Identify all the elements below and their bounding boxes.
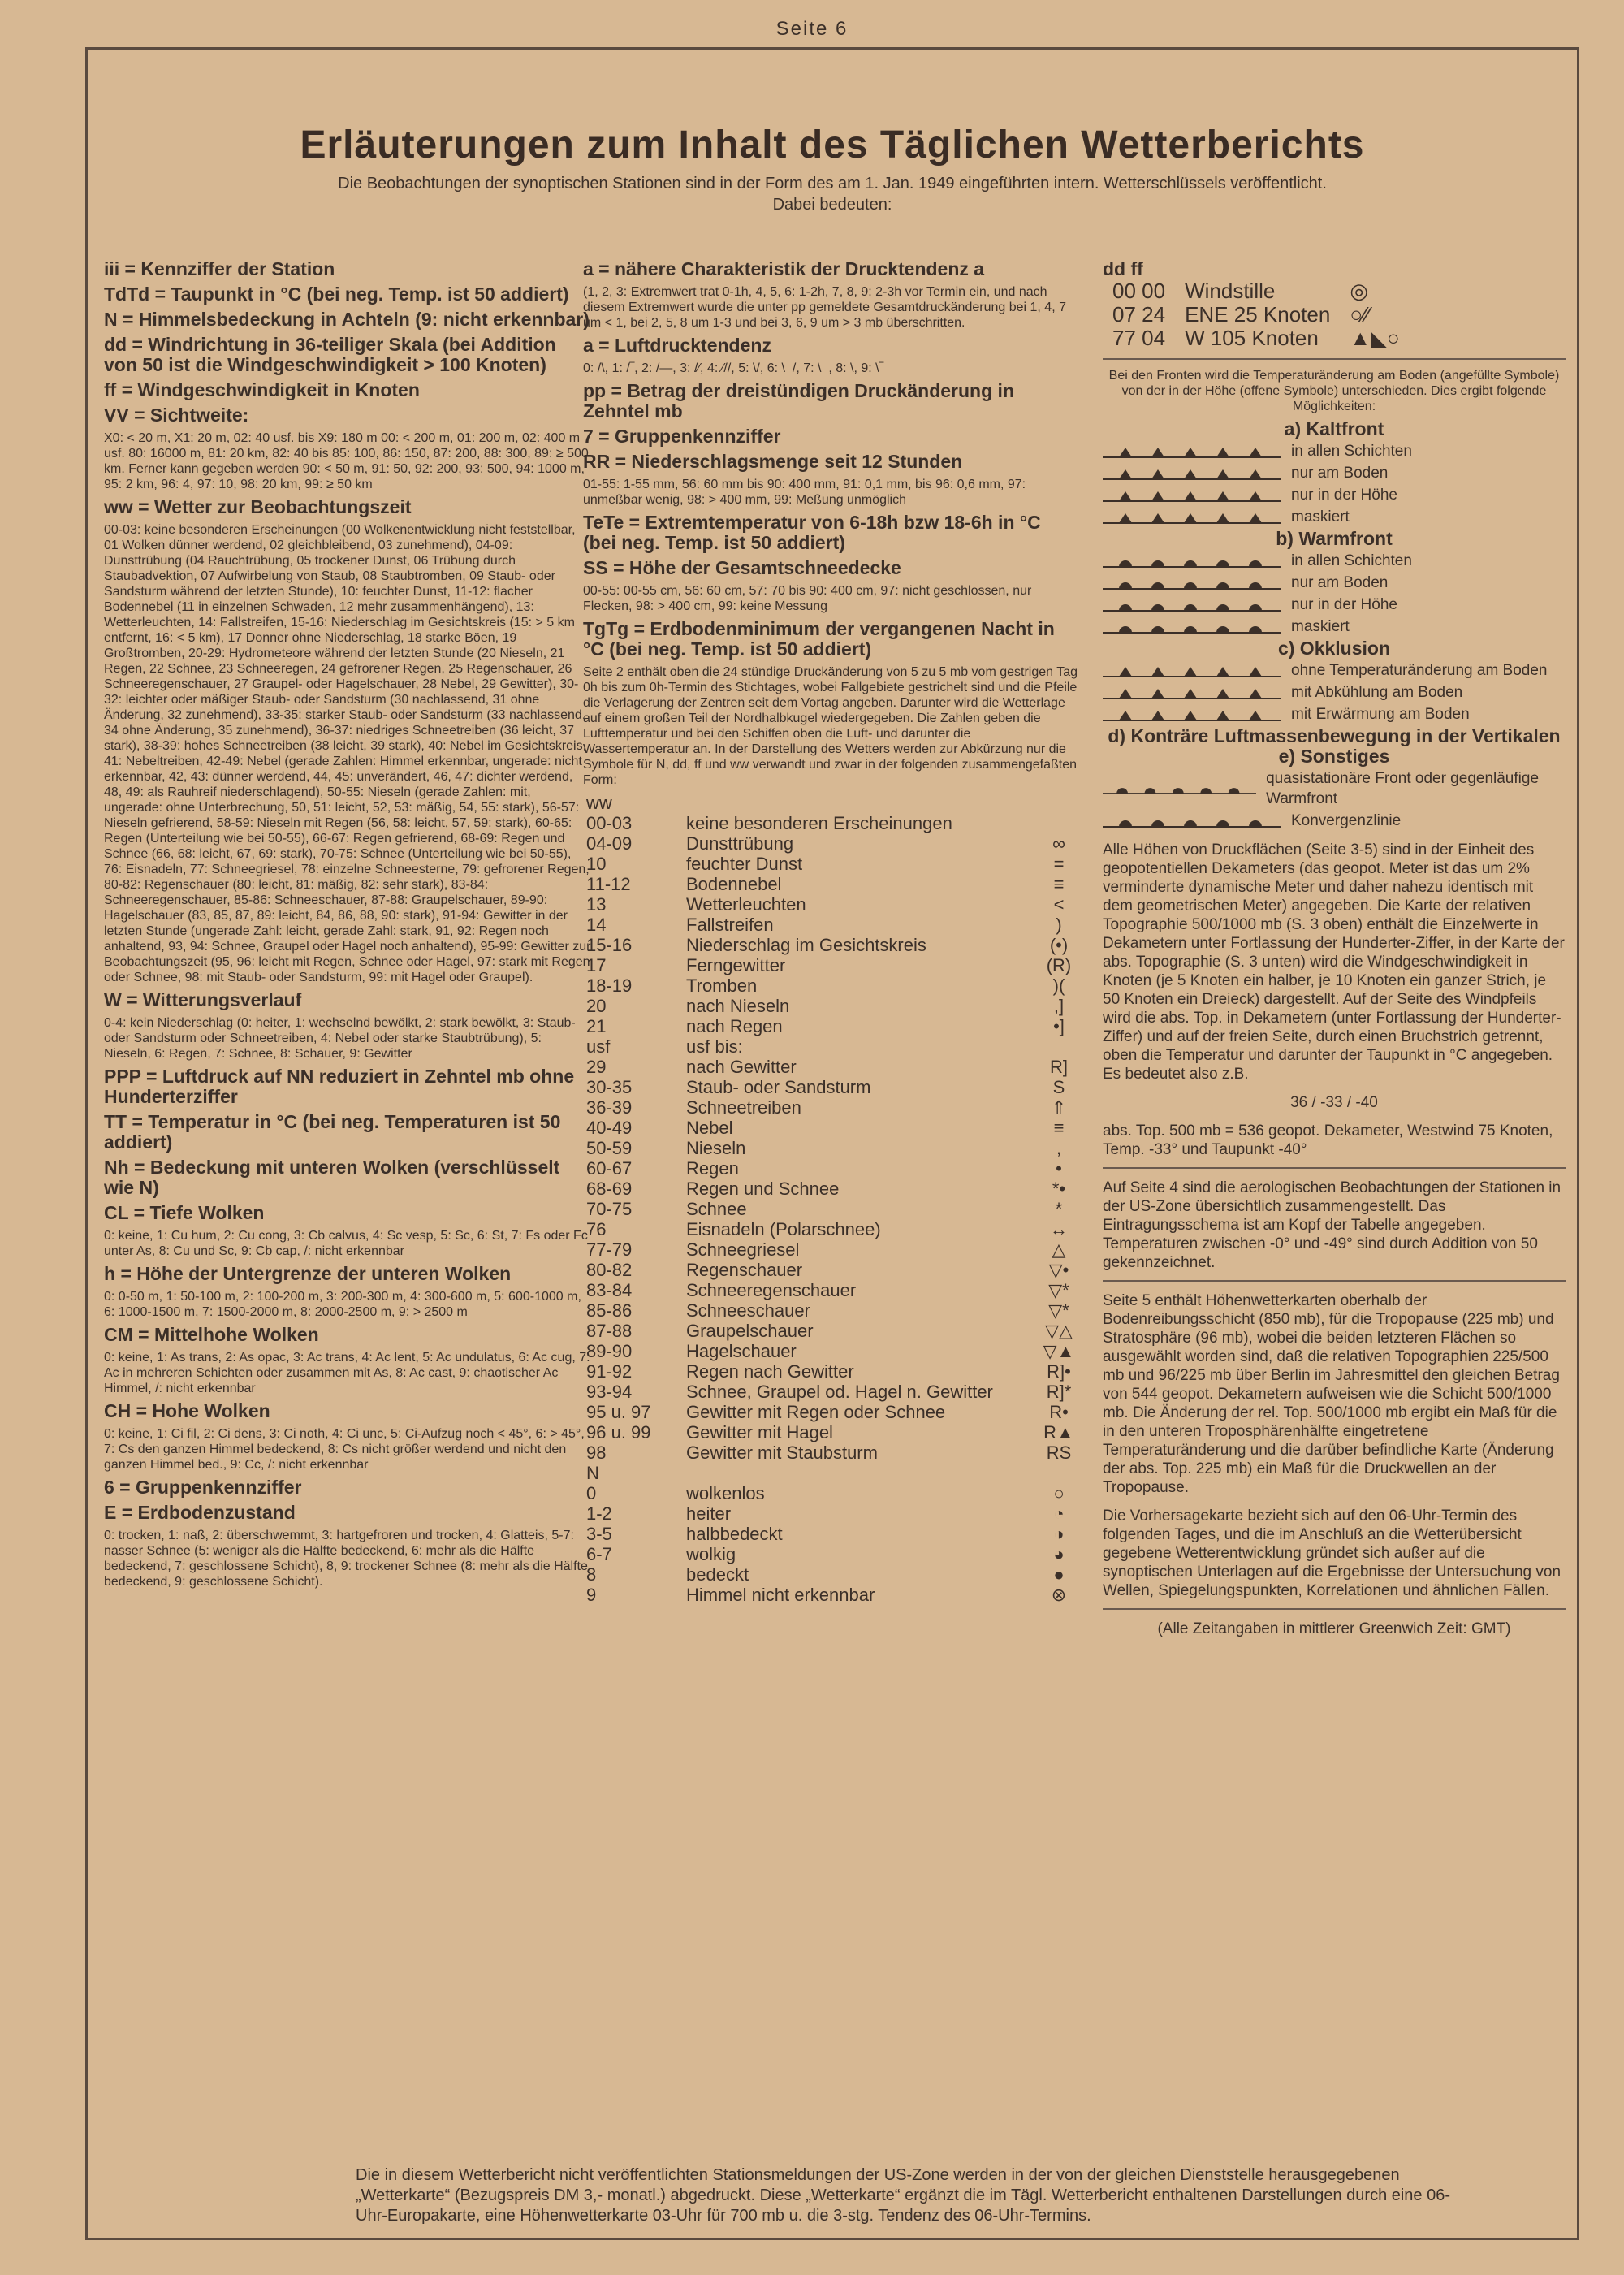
- fronts-intro: Bei den Fronten wird die Temperaturänderung am Boden (angefüllte Symbole) von der in der Höhe (offene Symbole) unterschieden. Dies ergibt folgende Möglichkeiten:: [1108, 369, 1560, 413]
- front-legend-row: in allen Schichten: [1103, 441, 1566, 461]
- dd-entry: dd = Windrichtung in 36-teiliger Skala (bei Addition von 50 ist die Windgeschwindigkeit > 100 Knoten): [104, 334, 556, 375]
- seven-entry: 7 = Gruppenkennziffer: [583, 426, 781, 447]
- example-text: abs. Top. 500 mb = 536 geopot. Dekameter, Westwind 75 Knoten, Temp. -33° und Taupunkt -40°: [1103, 1122, 1553, 1158]
- warm-front-icon: [1103, 812, 1281, 830]
- cl-detail: 0: keine, 1: Cu hum, 2: Cu cong, 3: Cb calvus, 4: Sc vesp, 5: Sc, 6: St, 7: Fs oder Fc unter As, 8: Cu und Sc, 9: Cb cap, /: nicht erkennbar: [104, 1229, 588, 1258]
- cold-front-icon: [1103, 662, 1281, 680]
- ww-row: 17 Ferngewitter (R): [586, 955, 1072, 975]
- ww-row: 14 Fallstreifen ): [586, 915, 1062, 935]
- subtitle-line-2: Dabei bedeuten:: [772, 196, 892, 214]
- dd-ff-head: dd ff: [1103, 258, 1143, 279]
- tgtg-entry: TgTg = Erdbodenminimum der vergangenen Nacht in °C (bei neg. Temp. ist 50 addiert): [583, 618, 1055, 660]
- ww-row: 95 u. 97 Gewitter mit Regen oder Schnee R•: [586, 1402, 1069, 1422]
- vv-detail: X0: < 20 m, X1: 20 m, 02: 40 usf. bis X9: 180 m 00: < 200 m, 01: 200 m, 02: 400 m usf. 80: 16000 m, 81: 20 km, 82: 40 bis 85: 100, 86: 150, 87: 200, 88: 300, 89: ≥ 500 km. Ferner kann gegeben werden 90: < 50 m, 91: 50, 92: 200, 93: 500, 94: 1000 m, 95: 2 km, 96: 4, 97: 10, 98: 20 km, 99: ≥ 50 km: [104, 431, 589, 491]
- column-left: [104, 259, 591, 1594]
- ww-row: 40-49 Nebel ≡: [586, 1118, 1065, 1138]
- ww-row: 83-84 Schneeregenschauer ▽*: [586, 1280, 1069, 1300]
- ch-entry: CH = Hohe Wolken: [104, 1400, 270, 1421]
- front-legend-row: nur in der Höhe: [1103, 485, 1566, 505]
- n-row: 1-2 heiter ◔: [586, 1503, 1065, 1524]
- ww-row: 85-86 Schneeschauer ▽*: [586, 1300, 1069, 1321]
- ww-entry: ww = Wetter zur Beobachtungszeit: [104, 496, 412, 517]
- tete-entry: TeTe = Extremtemperatur von 6-18h bzw 18-6h in °C (bei neg. Temp. ist 50 addiert): [583, 512, 1041, 553]
- okklusion-head: c) Okklusion: [1277, 638, 1391, 659]
- warm-front-icon: [1103, 780, 1256, 798]
- ww-row: 18-19 Tromben )(: [586, 975, 1065, 996]
- warm-front-icon: [1103, 574, 1281, 592]
- footer-note: Die in diesem Wetterbericht nicht veröffentlichten Stationsmeldungen der US-Zone werden in der von der gleichen Dienststelle herausgegebenen „Wetterkarte“ (Bezugspreis DM 3,- monatl.) abgedruckt. Diese „Wetterkarte“ ergänzt die im Tägl. Wetterbericht enthaltenen Darstellungen durch eine 06-Uhr-Europakarte, eine Höhenwetterkarte 03-Uhr für 700 mb u. die 3-stg. Tendenz des 06-Uhr-Termins.: [356, 2166, 1451, 2225]
- ww-header-row: ww: [586, 793, 612, 813]
- ss-entry: SS = Höhe der Gesamtschneedecke: [583, 557, 901, 578]
- n-row: 6-7 wolkig ◕: [586, 1544, 1065, 1564]
- ww-row: 29 nach Gewitter R]: [586, 1057, 1068, 1077]
- nh-entry: Nh = Bedeckung mit unteren Wolken (verschlüsselt wie N): [104, 1157, 560, 1198]
- example-formula: 36 / -33 / -40: [1290, 1094, 1378, 1111]
- front-legend-row: mit Abkühlung am Boden: [1103, 682, 1566, 703]
- iii-entry: iii = Kennziffer der Station: [104, 258, 335, 279]
- cold-front-icon: [1103, 487, 1281, 504]
- seite5-note: Seite 5 enthält Höhenwetterkarten oberhalb der Bodenreibungsschicht (850 mb), für die Tropopause (225 mb) und Stratosphäre (96 mb), wobei die beiden letzteren Flächen so ausgewählt worden sind, daß die relativen Topographien 225/500 mb und 96/225 mb über Berlin im Jahresmittel den gleichen Betrag von 544 geopot. Dekametern aufweisen wie die Schicht 500/1000 mb. Die Änderung der rel. Top. 500/1000 mb ergibt ein Maß für die in den unteren Troposphärenhälfte eingetretene Temperaturänderung und die darüber befindliche Karte (Änderung der abs. Top. 225 mb) ein Maß für die Druckwellen an der Tropopause.: [1103, 1292, 1560, 1496]
- cm-detail: 0: keine, 1: As trans, 2: As opac, 3: Ac trans, 4: Ac lent, 5: Ac undulatus, 6: Ac cug, 7: Ac in mehreren Schichten oder zusammen mit As, 8: Ac cast, 9: chaotischer Ac Himmel, /: nicht erkennbar: [104, 1351, 590, 1395]
- a-detail: (1, 2, 3: Extremwert trat 0-1h, 4, 5, 6: 1-2h, 7, 8, 9: 2-3h vor Termin ein, und nach diesem Extremwert wurde die unter pp gemeldete Gesamtdruckänderung bei 1, 4, 7 um < 1, bei 2, 5, 8 um 1-3 und bei 3, 6, 9 um > 3 mb überschritten.: [583, 285, 1066, 330]
- e-entry: E = Erdbodenzustand: [104, 1502, 296, 1523]
- n-row: 0 wolkenlos ○: [586, 1483, 1065, 1503]
- warm-front-icon: [1103, 596, 1281, 614]
- e-detail: 0: trocken, 1: naß, 2: überschwemmt, 3: hartgefroren und trocken, 4: Glatteis, 5-7: nasser Schnee (5: weniger als die Hälfte bedeckend, 6: mehr als die Hälfte bedeckend, 7: geschlossene Schicht), 8, 9: trockener Schnee (8: mehr als die Hälfte bedeckend, 9: geschlossene Schicht).: [104, 1529, 588, 1589]
- a-head: a = Luftdrucktendenz: [583, 335, 771, 356]
- ww-row: 60-67 Regen •: [586, 1158, 1062, 1179]
- cl-entry: CL = Tiefe Wolken: [104, 1202, 265, 1223]
- wind-table: [1103, 279, 1410, 350]
- n-row: 8 bedeckt ●: [586, 1564, 1065, 1585]
- front-legend-row: nur am Boden: [1103, 463, 1566, 483]
- usf-row: usf usf bis:: [586, 1036, 743, 1057]
- cold-front-icon: [1103, 706, 1281, 724]
- ww-row: 04-09 Dunsttrübung ∞: [586, 833, 1065, 854]
- rr-detail: 01-55: 1-55 mm, 56: 60 mm bis 90: 400 mm, 91: 0,1 mm, bis 96: 0,6 mm, 97: unmeßbar wenig, 98: > 400 mm, 99: Meßung unmöglich: [583, 478, 1026, 507]
- a-symbols: 0: /\, 1: /‾, 2: /—, 3: /⁄, 4: ⁄//, 5: \/, 6: \_/, 7: \_, 8: \, 9: \‾: [583, 361, 883, 375]
- column-right: [1103, 259, 1566, 1638]
- ww-row: 11-12 Bodennebel ≡: [586, 874, 1065, 894]
- document-frame: [85, 47, 1579, 2240]
- h-detail: 0: 0-50 m, 1: 50-100 m, 2: 100-200 m, 3: 200-300 m, 4: 300-600 m, 5: 600-1000 m, 6: 1000-1500 m, 7: 1500-2000 m, 8: 2000-2500 m, 9: > 2500 m: [104, 1290, 581, 1319]
- pp-entry: pp = Betrag der dreistündigen Druckänderung in Zehntel mb: [583, 380, 1014, 422]
- ww-row: 21 nach Regen •]: [586, 1016, 1065, 1036]
- six-entry: 6 = Gruppenkennziffer: [104, 1477, 302, 1498]
- front-legend-row: nur am Boden: [1103, 573, 1566, 593]
- a-entry: a = nähere Charakteristik der Drucktendenz a: [583, 258, 985, 279]
- dd-row: 77 04 W 105 Knoten ▲◣○: [1112, 326, 1400, 350]
- seite2-note: Seite 2 enthält oben die 24 stündige Druckänderung von 5 zu 5 mb vom gestrigen Tag 0h bis zum 0h-Termin des Stichtages, wobei Fallgebiete gestrichelt sind und die Pfeile die Verlagerung der Zentren seit dem Vortag angeben. Darunter wird die Wetterlage auf einem großen Teil der Nordhalbkugel wiedergegeben. Die Zahlen geben die Lufttemperatur und bei den Schiffen oben die Luft- und darunter die Wassertemperatur an. In der Darstellung des Wetters werden zur Abkürzung nur die Symbole für N, dd, ff und ww verwandt und zwar in der folgenden zusammengefaßten Form:: [583, 665, 1078, 787]
- ppp-entry: PPP = Luftdruck auf NN reduziert in Zehntel mb ohne Hunderterziffer: [104, 1066, 575, 1107]
- n-entry: N = Himmelsbedeckung in Achteln (9: nicht erkennbar): [104, 309, 590, 330]
- dd-row: 07 24 ENE 25 Knoten ○⁄⁄: [1112, 302, 1370, 327]
- tdtd-entry: TdTd = Taupunkt in °C (bei neg. Temp. ist 50 addiert): [104, 283, 569, 305]
- ww-row: 76 Eisnadeln (Polarschnee) ↔: [586, 1219, 1068, 1239]
- ww-row: 10 feuchter Dunst =: [586, 854, 1065, 874]
- ww-row: 00-03 keine besonderen Erscheinungen: [586, 813, 952, 833]
- front-legend-row: ohne Temperaturänderung am Boden: [1103, 660, 1566, 681]
- subtitle: [88, 173, 1577, 215]
- warmfront-head: b) Warmfront: [1276, 528, 1393, 549]
- ch-detail: 0: keine, 1: Ci fil, 2: Ci dens, 3: Ci noth, 4: Ci unc, 5: Ci-Aufzug noch < 45°, 6: > 45°, 7: Cs den ganzen Himmel bedeckend, 8: Cs nicht größer werdend und nicht den ganzen Himmel bed., 9: Cc, /: nicht erkennbar: [104, 1427, 585, 1472]
- w-detail: 0-4: kein Niederschlag (0: heiter, 1: wechselnd bewölkt, 2: stark bewölkt, 3: Staub- oder Sandsturm oder Schneetreiben, 4: Nebel oder starke Staubtrübung), 5: Nieseln, 6: Regen, 7: Schnee, 8: Schauer, 9: Gewitter: [104, 1016, 576, 1061]
- ww-row: 91-92 Regen nach Gewitter R]•: [586, 1361, 1071, 1382]
- ww-row: 50-59 Nieseln ,: [586, 1138, 1062, 1158]
- ww-row: 77-79 Schneegriesel △: [586, 1239, 1066, 1260]
- hoehen-note: Alle Höhen von Druckflächen (Seite 3-5) sind in der Einheit des geopotentiellen Dekameters (das geopot. Meter ist das um 2% verminderte dynamische Meter und daher nahezu identisch mit dem geometrischen Meter) angegeben. Die Karte der relativen Topographie 500/1000 mb (S. 3 oben) enthält die Einzelwerte in Dekametern unter Fortlassung der Hunderter-Ziffer, in der Karte der abs. Topographie (S. 3 unten) wird die Windgeschwindigkeit in Knoten (je 5 Knoten ein halber, je 10 Knoten ein ganzer Strich, je 50 Knoten ein Dreieck) dargestellt. Auf der Seite des Windpfeils wird die abs. Top. in Dekametern (unter Fortlassung der Hunderter-Ziffer) und auf der freien Seite, durch einen Bruchstrich getrennt, oben die Temperatur und darunter der Taupunkt in °C angegeben. Es bedeutet also z.B.: [1103, 841, 1565, 1083]
- tt-entry: TT = Temperatur in °C (bei neg. Temperaturen ist 50 addiert): [104, 1111, 561, 1153]
- warm-front-icon: [1103, 618, 1281, 636]
- ww-row: 89-90 Hagelschauer ▽▲: [586, 1341, 1075, 1361]
- warm-front-icon: [1103, 552, 1281, 570]
- dd-row: 00 00 Windstille ◎: [1112, 279, 1368, 303]
- ww-row: 13 Wetterleuchten <: [586, 894, 1065, 915]
- zeit-note: (Alle Zeitangaben in mittlerer Greenwich Zeit: GMT): [1157, 1620, 1511, 1637]
- ww-row: 30-35 Staub- oder Sandsturm S: [586, 1077, 1065, 1097]
- front-legend-row: quasistationäre Front oder gegenläufige Warmfront: [1103, 768, 1566, 809]
- front-legend-row: in allen Schichten: [1103, 551, 1566, 571]
- n-row: 9 Himmel nicht erkennbar ⊗: [586, 1585, 1067, 1605]
- subtitle-line-1: Die Beobachtungen der synoptischen Stationen sind in der Form des am 1. Jan. 1949 eingeführten intern. Wetterschlüssels veröffentlicht.: [338, 175, 1327, 192]
- cold-front-icon: [1103, 465, 1281, 482]
- kontraer-head: d) Konträre Luftmassenbewegung in der Vertikalen: [1108, 725, 1561, 746]
- column-middle: [583, 259, 1078, 1605]
- ss-detail: 00-55: 00-55 cm, 56: 60 cm, 57: 70 bis 90: 400 cm, 97: nicht geschlossen, nur Flecken, 98: > 400 cm, 99: keine Messung: [583, 584, 1032, 613]
- okklusion-list: [1103, 660, 1566, 724]
- ww-row: 20 nach Nieseln ,]: [586, 996, 1065, 1016]
- n-row: 3-5 halbbedeckt ◑: [586, 1524, 1065, 1544]
- sonstiges-list: [1103, 768, 1566, 831]
- ww-row: 70-75 Schnee *: [586, 1199, 1063, 1219]
- seite4-note: Auf Seite 4 sind die aerologischen Beobachtungen der Stationen in der US-Zone übersichtlich zusammengestellt. Das Eintragungsschema ist am Kopf der Tabelle angegeben. Temperaturen zwischen -0° und -49° sind durch Addition von 50 gekennzeichnet.: [1103, 1179, 1561, 1271]
- vv-entry: VV = Sichtweite:: [104, 404, 249, 426]
- w-entry: W = Witterungsverlauf: [104, 989, 302, 1010]
- ww-row: 80-82 Regenschauer ▽•: [586, 1260, 1069, 1280]
- sonstiges-head: e) Sonstiges: [1278, 746, 1390, 767]
- ww-symbol-table: [583, 793, 1078, 1605]
- page-number: Seite 6: [775, 18, 849, 40]
- h-entry: h = Höhe der Untergrenze der unteren Wolken: [104, 1263, 512, 1284]
- kaltfront-list: [1103, 441, 1566, 527]
- front-legend-row: nur in der Höhe: [1103, 595, 1566, 615]
- front-legend-row: maskiert: [1103, 507, 1566, 527]
- cold-front-icon: [1103, 508, 1281, 526]
- n-header-row: N: [586, 1463, 599, 1483]
- vorhersage-note: Die Vorhersagekarte bezieht sich auf den 06-Uhr-Termin des folgenden Tages, und die im Anschluß an die Wetterübersicht gegebene Wetterentwicklung gründet sich außer auf die synoptischen Unterlagen auf die Ergebnisse der Untersuchung von Wellen, Spiegelungspunkten, Korrelationen und ähnlichen Fällen.: [1103, 1507, 1561, 1599]
- warmfront-list: [1103, 551, 1566, 637]
- ww-row: 87-88 Graupelschauer ▽△: [586, 1321, 1073, 1341]
- ww-row: 93-94 Schnee, Graupel od. Hagel n. Gewitter R]*: [586, 1382, 1072, 1402]
- ww-row: 36-39 Schneetreiben ⇑: [586, 1097, 1067, 1118]
- cm-entry: CM = Mittelhohe Wolken: [104, 1324, 319, 1345]
- ww-row: 15-16 Niederschlag im Gesichtskreis (•): [586, 935, 1069, 955]
- rr-entry: RR = Niederschlagsmenge seit 12 Stunden: [583, 451, 963, 472]
- page-title: Erläuterungen zum Inhalt des Täglichen Wetterberichts: [300, 123, 1365, 167]
- ww-row: 68-69 Regen und Schnee *•: [586, 1179, 1066, 1199]
- ww-row: 98 Gewitter mit Staubsturm RS: [586, 1442, 1072, 1463]
- front-legend-row: maskiert: [1103, 616, 1566, 637]
- ww-row: 96 u. 99 Gewitter mit Hagel R▲: [586, 1422, 1074, 1442]
- cold-front-icon: [1103, 443, 1281, 461]
- cold-front-icon: [1103, 684, 1281, 702]
- front-legend-row: mit Erwärmung am Boden: [1103, 704, 1566, 724]
- kaltfront-head: a) Kaltfront: [1284, 418, 1384, 439]
- front-legend-row: Konvergenzlinie: [1103, 811, 1566, 831]
- ff-entry: ff = Windgeschwindigkeit in Knoten: [104, 379, 420, 400]
- ww-detail: 00-03: keine besonderen Erscheinungen (00 Wolkenentwicklung nicht feststellbar, 01 Wolken dünner werdend, 02 gleichbleibend, 03 zunehmend), 04-09: Dunsttrübung (04 Rauchtrübung, 05 trockener Dunst, 06 Trübung durch Staubadvektion, 07 Aufwirbelung von Staub, 08 Staubtromben, 09 Staub- oder Sandsturm während der letzten Stunde), 10: feuchter Dunst, 11-12: flacher Bodennebel (11 in einzelnen Schwaden, 12 mehr zusammenhängend), 13: Wetterleuchten, 14: Fallstreifen, 15-16: Niederschlag im Gesichtskreis (15: > 5 km entfernt, 16: < 5 km), 17 Donner ohne Niederschlag, 18 starke Böen, 19 Großtromben, 20-29: Hydrometeore während der letzten Stunde (20 Nieseln, 21 Regen, 22 Schnee, 23 Schneeregen, 24 gefrorener Regen, 25 Regenschauer, 26 Schneeregenschauer, 27 Graupel- oder Hagelschauer, 28 Nebel, 29 Gewitter), 30-32: leichter oder mäßiger Staub- oder Sandsturm (30 nachlassend, 31 ohne Änderung, 32 zunehmend), 33-35: starker Staub- oder Sandsturm (33 nachlassend, 34 ohne Änderung, 35 zunehmend), 36-37: niedriges Schneetreiben (36 leicht, 37 stark), 38-39: hohes Schneetreiben (38 leicht, 39 stark), 40: Nebel im Gesichtskreis, 41: Nebeltreiben, 42-49: Nebel (gerade Zahlen: Himmel erkennbar, ungerade: nicht erkennbar, 42, 43: dünner werdend, 44, 45: unverändert, 46, 47: dichter werdend, 48, 49: als Rauhreif niederschlagend), 50-55: Nieseln (gerade Zahlen: mit, ungerade: ohne Unterbrechung, 50, 51: leicht, 52, 53: mäßig, 54, 55: stark), 56-57: Nieseln gefrierend, 58-59: Nieseln mit Regen (56, 58: leicht, 57, 59: stark), 60-65: Regen (Unterteilung wie bei 50-55), 66-67: Regen gefrierend, 68-69: Regen und Schnee (66, 68: leicht, 67, 69: stark), 70-75: Schnee (Unterteilung wie bei 50-55), 76: Eisnadeln, 77: Schneegriesel, 78: einzelne Schneesterne, 79: gefrorener Regen, 80-82: Regenschauer (80: leicht, 81: mäßig, 82: sehr stark), 83-84: Schneeregenschauer, 85-86: Schneeschauer, 87-88: Graupelschauer, 89-90: Hagelschauer (83, 85, 87, 89: leicht, 84, 86, 88, 90: stark), 91-94: Gewitter in der letzten Stunde (ungerade Zahl: leicht, gerade Zahl: stark, 91, 92: Regen noch anhaltend, 93, 94: Schnee, Graupel oder Hagel noch anhaltend), 95-99: Gewitter zur Beobachtungszeit (95, 96: leicht mit Regen, Schnee oder Hagel, 97: stark mit Regen oder Schnee, 98: mit Staub- oder Sandsturm, 99: mit Hagel oder Graupel).: [104, 523, 591, 984]
